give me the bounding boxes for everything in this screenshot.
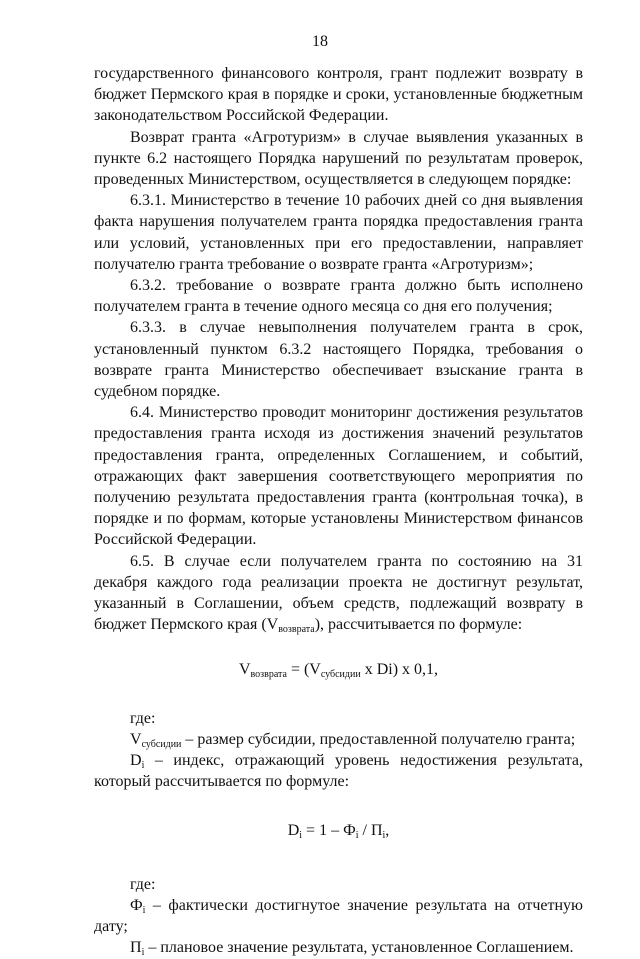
def-d-symbol: D [130,752,142,770]
formula1-rest: x Di) x 0,1, [360,661,439,679]
formula2-p-subscript: i [382,829,386,841]
where-label-1: где: [130,709,156,727]
paragraph-continuation: государственного финансового контроля, грант подлежит возврату в бюджет Пермского края в порядке и сроки, установленные бюджетным законодательством Российской Федерации. [94,65,583,125]
def-v-text: – размер субсидии, предоставленной получателю гранта; [181,730,576,748]
document-body [94,63,583,959]
page-number: 18 [312,33,328,50]
def-v-subscript: субсидии [141,738,182,750]
p6-text-after: ), рассчитывается по формуле: [314,616,523,634]
formula2-end: , [385,821,390,839]
formula2-div: / П [358,821,383,839]
definition-v-subsidy [94,729,583,750]
def-p-text: – плановое значение результата, установленное Соглашением. [144,939,574,957]
formula1-lhs: V [238,661,251,679]
paragraph-6-5 [94,551,583,636]
def-f-symbol: Ф [130,896,143,914]
formula2-d: D [287,821,300,839]
definition-p-planned [94,937,583,958]
def-p-symbol: П [130,939,142,957]
p6-subscript: возврата [278,624,315,636]
formula1-mid: = (V [286,661,321,679]
formula2-eq: = 1 – Ф [302,821,356,839]
paragraph-6-3-1: 6.3.1. Министерство в течение 10 рабочих дней со дня выявления факта нарушения получателем гранта порядка предоставления гранта или условий, установленных при его предоставлении, направляет получателю гранта требование о возврате гранта «Агротуризм»; [94,192,583,273]
formula-return-amount [94,659,583,680]
definition-f-actual [94,895,583,937]
formula1-lhs-subscript: возврата [250,669,287,681]
formula2-d-subscript: i [299,829,303,841]
paragraph-6-3-2: 6.3.2. требование о возврате гранта должно быть исполнено получателем гранта в течение одного месяца со дня его получения; [94,277,583,316]
where-label-2: где: [130,875,156,893]
def-v-symbol: V [130,730,142,748]
paragraph-6-3-3: 6.3.3. в случае невыполнения получателем гранта в срок, установленный пунктом 6.3.2 настоящего Порядка, требования о возврате гранта Министерство обеспечивает взыскание гранта в судебном порядке. [94,319,583,401]
formula2-f-subscript: i [355,829,359,841]
paragraph-6-4: 6.4. Министерство проводит мониторинг достижения результатов предоставления гранта исходя из достижения значений результатов предоставления гранта, определенных Соглашением, и событий, отражающих факт завершения соответствующего мероприятия по получению результата предоставления гранта (контрольная точка), в порядке и по формам, которые установлены Министерством финансов Российской Федерации. [94,404,583,549]
def-f-subscript: i [142,904,146,916]
def-d-text: – индекс, отражающий уровень недостижения результата, который рассчитывается по формуле: [94,752,583,791]
paragraph-grant-return: Возврат гранта «Агротуризм» в случае выявления указанных в пункте 6.2 настоящего Порядка нарушений по результатам проверок, проведенных Министерством, осуществляется в следующем порядке: [94,128,583,189]
definition-d-index [94,750,583,792]
formula-index [94,820,583,841]
def-d-subscript: i [141,760,145,772]
formula1-mid-subscript: субсидии [320,669,361,681]
def-p-subscript: i [141,947,145,959]
p6-text-before: 6.5. В случае если получателем гранта по состоянию на 31 декабря каждого года реализации проекта не достигнут результат, указанный в Соглашении, объем средств, подлежащий возврату в бюджет Пермского края (V [94,552,583,634]
def-f-text: – фактически достигнутое значение результата на отчетную дату; [94,896,583,936]
